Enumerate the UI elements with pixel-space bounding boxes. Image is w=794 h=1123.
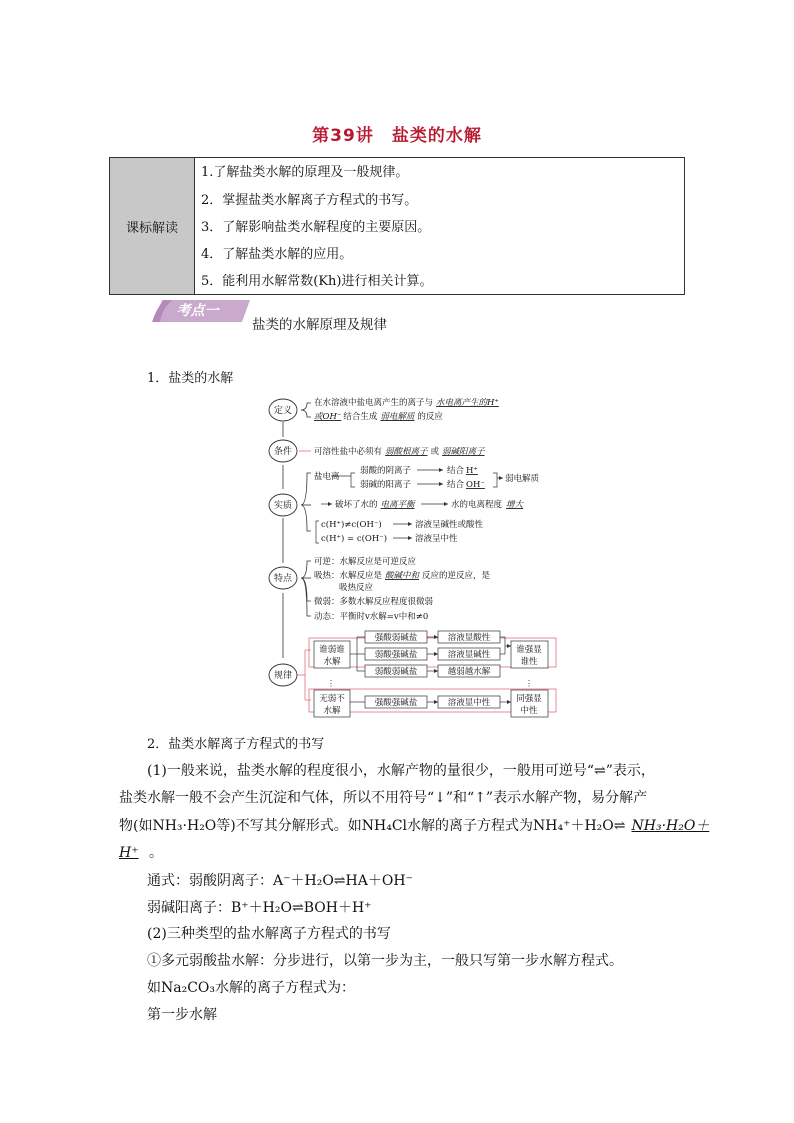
rule-no-weak-1: 无弱不 xyxy=(319,694,345,704)
rule-salt-3: 弱酸弱碱盐 xyxy=(374,667,418,677)
rule-result-4: 溶液显中性 xyxy=(447,698,491,708)
essence-eq-result: 溶液呈中性 xyxy=(415,534,458,544)
definition-line-2: 或OH⁻ 结合生成 弱电解质 的反应 xyxy=(314,412,443,422)
essence-degree: 水的电离程度 增大 xyxy=(451,500,524,510)
hydrolysis-concept-map xyxy=(265,393,565,719)
node-rule: 规律 xyxy=(273,671,293,681)
general-formula-anion: 通式：弱酸阴离子：A⁻＋H₂O⇌HA＋OH⁻ xyxy=(147,873,413,889)
objective-item: 2．掌握盐类水解离子方程式的书写。 xyxy=(201,193,418,208)
rule-same-strong-2: 中性 xyxy=(520,706,538,716)
feature-weak: 微弱：多数水解反应程度很微弱 xyxy=(314,597,434,607)
rule-salt-4: 强酸强碱盐 xyxy=(374,698,418,708)
objectives-heading: 课标解读 xyxy=(110,158,195,294)
feature-endothermic: 吸热：水解反应是 酸碱中和 反应的逆反应，是 xyxy=(314,571,491,581)
paragraph-1-line-1: (1)一般来说，盐类水解的程度很小，水解产物的量很少，一般用可逆号“⇌”表示， xyxy=(147,763,655,779)
node-feature: 特点 xyxy=(273,574,293,584)
essence-ionize: 盐电离 xyxy=(314,472,340,482)
paragraph-1-line-2: 盐类水解一般不会产生沉淀和气体，所以不用符号“↓”和“↑”表示水解产物，易分解产 xyxy=(119,790,648,806)
rule-who-strong-2: 谁性 xyxy=(520,657,538,667)
paragraph-4: 如Na₂CO₃水解的离子方程式为： xyxy=(147,980,356,996)
svg-text:⋮: ⋮ xyxy=(525,679,533,688)
essence-break: 破坏了水的 电离平衡 xyxy=(335,500,415,510)
feature-dynamic: 动态：平衡时v水解=v中和≠0 xyxy=(314,612,429,622)
paragraph-2: (2)三种类型的盐水解离子方程式的书写 xyxy=(147,926,391,942)
rule-no-weak-2: 水解 xyxy=(323,706,341,716)
rule-salt-1: 强酸弱碱盐 xyxy=(374,633,418,643)
rule-result-1: 溶液显酸性 xyxy=(447,633,491,643)
objective-item: 5．能利用水解常数(Kh)进行相关计算。 xyxy=(201,274,433,289)
essence-neq: c(H⁺)≠c(OH⁻) xyxy=(321,520,382,530)
node-definition: 定义 xyxy=(273,406,293,416)
rule-same-strong-1: 同强显 xyxy=(516,694,542,704)
rule-salt-2: 弱酸强碱盐 xyxy=(374,650,418,660)
objectives-table xyxy=(109,157,685,295)
rule-who-strong-1: 谁强显 xyxy=(516,645,542,655)
rule-result-2: 溶液显碱性 xyxy=(447,650,491,660)
essence-weak-base: 弱碱的阳离子 xyxy=(360,480,412,490)
rule-result-3: 越弱越水解 xyxy=(447,667,491,677)
section-badge: 考点一 xyxy=(176,303,219,319)
node-essence: 实质 xyxy=(273,501,293,511)
essence-combine-h: 结合 H⁺ xyxy=(447,466,478,476)
feature-reversible: 可逆：水解反应是可逆反应 xyxy=(314,557,417,567)
essence-neq-result: 溶液呈碱性或酸性 xyxy=(415,520,484,530)
condition-text: 可溶性盐中必须有 弱酸根离子 或 弱碱阳离子 xyxy=(314,447,485,457)
essence-combine-oh: 结合 OH⁻ xyxy=(447,480,485,490)
section-title: 盐类的水解原理及规律 xyxy=(252,317,387,333)
paragraph-1-line-3: 物(如NH₃·H₂O等)不写其分解形式。如NH₄Cl水解的离子方程式为NH₄⁺＋H₂O⇌ NH₃·H₂O＋ xyxy=(119,818,710,834)
objective-item: 3．了解影响盐类水解程度的主要原因。 xyxy=(201,220,431,235)
feature-endothermic-2: 吸热反应 xyxy=(339,583,374,593)
paragraph-3: ①多元弱酸盐水解：分步进行，以第一步为主，一般只写第一步水解方程式。 xyxy=(147,953,623,969)
essence-eq: c(H⁺) = c(OH⁻) xyxy=(321,534,388,544)
node-condition: 条件 xyxy=(273,447,293,457)
paragraph-5: 第一步水解 xyxy=(147,1007,217,1023)
rule-who-weak-1: 谁弱谁 xyxy=(319,645,345,655)
definition-line-1: 在水溶液中盐电离产生的离子与 水电离产生的H⁺ xyxy=(314,398,499,408)
page-title: 第39讲 盐类的水解 xyxy=(312,126,482,146)
paragraph-1-line-4: H⁺ 。 xyxy=(119,845,163,861)
objective-item: 1.了解盐类水解的原理及一般规律。 xyxy=(201,165,409,180)
svg-text:⋮: ⋮ xyxy=(327,679,335,688)
subheading-2: 2．盐类水解离子方程式的书写 xyxy=(147,737,325,752)
general-formula-cation: 弱碱阳离子：B⁺＋H₂O⇌BOH＋H⁺ xyxy=(147,900,372,916)
rule-who-weak-2: 水解 xyxy=(323,657,341,667)
essence-weak-electrolyte: 弱电解质 xyxy=(505,474,540,484)
essence-weak-acid: 弱酸的阴离子 xyxy=(360,466,412,476)
objective-item: 4．了解盐类水解的应用。 xyxy=(201,247,353,262)
subheading-1: 1．盐类的水解 xyxy=(147,371,234,386)
